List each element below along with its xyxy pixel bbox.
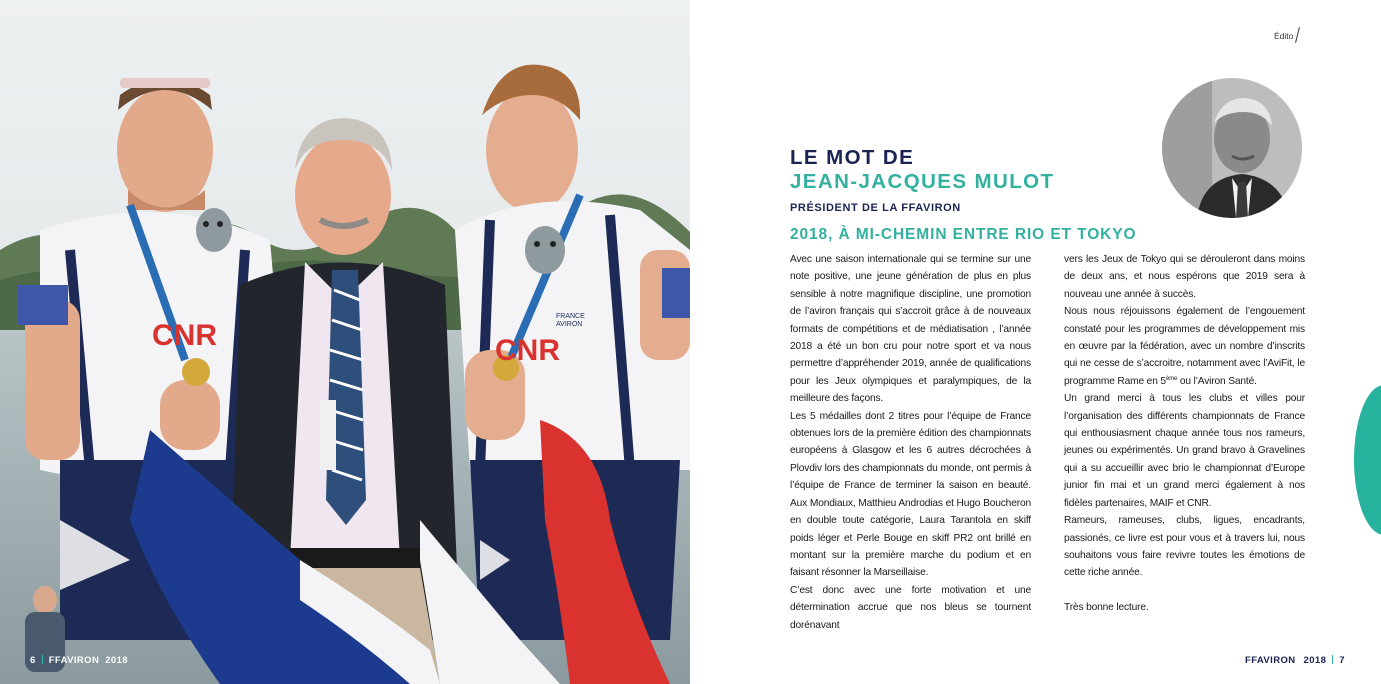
podium-photo [0, 0, 690, 684]
president-portrait [1162, 78, 1302, 218]
right-page-number: 7 [1339, 655, 1345, 666]
title-line1: LE MOT DE [790, 146, 915, 169]
footer-separator [1332, 655, 1333, 664]
paragraph: Les 5 médailles dont 2 titres pour l’équipe de France obtenues lors de la première édition des championnats européens à Glasgow et les 6 autres décrochées à Plovdiv lors des championnats du monde, ont permis à l’équipe de France de terminer la saison en beauté. Aux Mondiaux, Matthieu Androdias et Hugo Boucheron en double toute catégorie, Laura Tarantola en skiff poids léger et Perle Bouge en skiff PR2 ont brillé en montant sur la première marche du podium et en faisant résonner la Marseillaise. [790, 410, 1031, 579]
title-line2: JEAN-JACQUES MULOT [790, 170, 1055, 193]
left-footer-year: 2018 [105, 655, 128, 666]
paragraph: Rameurs, rameuses, clubs, ligues, encadrants, passionés, ce livre est pour vous et à travers lui, nous souhaitons vous faire revivre toutes les émotions de cette riche année. [1064, 515, 1305, 579]
text-column-2 [1064, 251, 1305, 617]
paragraph-spacer [1064, 582, 1305, 599]
left-page-number: 6 [30, 655, 36, 666]
decorative-teal-arc [1354, 385, 1381, 535]
paragraph: Un grand merci à tous les clubs et villes pour l’organisation des différents championnats de France qui enthousiasment chaque année tous nos rameurs, jeunes ou expérimentés. Un grand bravo à Gravelines qui a su accueillir avec brio le championnat d’Europe junior fin mai et un grand merci également à nos fidèles partenaires, MAIF et CNR. [1064, 393, 1305, 509]
article-heading: 2018, À MI-CHEMIN ENTRE RIO ET TOKYO [790, 226, 1137, 243]
podium-photo-illustration [0, 0, 690, 684]
paragraph: vers les Jeux de Tokyo qui se dérouleront dans moins de deux ans, et nous espérons que 2019 sera à nouveau une année à succès. [1064, 254, 1305, 300]
left-bib-text: CNR [152, 319, 217, 352]
superscript: ème [1165, 375, 1178, 382]
left-footer-brand: FFAVIRON [48, 655, 100, 666]
paragraph-text: Nous nous réjouissons également de l’engouement constaté pour les programmes de développement mis en œuvre par la fédération, avec un nombre d’inscrits qui ne cesse de s’accroitre, notamment avec l’AviFit, le programme Rame en 5 [1064, 306, 1305, 387]
right-footer-year: 2018 [1303, 655, 1327, 666]
right-footer-brand: FFAVIRON [1245, 655, 1296, 666]
paragraph-text-end: ou l’Aviron Santé. [1177, 375, 1257, 387]
section-label: Édito [1274, 31, 1294, 41]
right-page-footer [1245, 655, 1345, 666]
closing-line: Très bonne lecture. [1064, 602, 1149, 614]
paragraph: Avec une saison internationale qui se termine sur une note positive, une jeune génération de plus en plus sensible à notre magnifique discipline, une promotion de l’aviron français qui s’accroit grâce à de nouveaux formats de compétitions et de médiatisation , l’année 2018 a été un bon cru pour notre sport et va nous permettre d’appréhender 2019, année de qualifications pour les Jeux olympiques et paralympiques, de la meilleure des façons. [790, 254, 1031, 405]
right-bib-text: CNR [495, 334, 560, 367]
shirt-label-line1: FRANCE [556, 313, 585, 320]
section-label-slash [1295, 27, 1300, 43]
footer-separator [42, 655, 43, 664]
left-page-footer [30, 655, 128, 666]
text-column-1 [790, 251, 1031, 634]
portrait-illustration [1162, 78, 1302, 218]
left-page [0, 0, 690, 684]
paragraph [1064, 303, 1305, 390]
paragraph: C’est donc avec une forte motivation et une détermination accrue que nos bleus se tournent dorénavant [790, 584, 1031, 631]
shirt-label-line2: AVIRON [556, 321, 583, 328]
subtitle: PRÉSIDENT DE LA FFAVIRON [790, 202, 961, 214]
